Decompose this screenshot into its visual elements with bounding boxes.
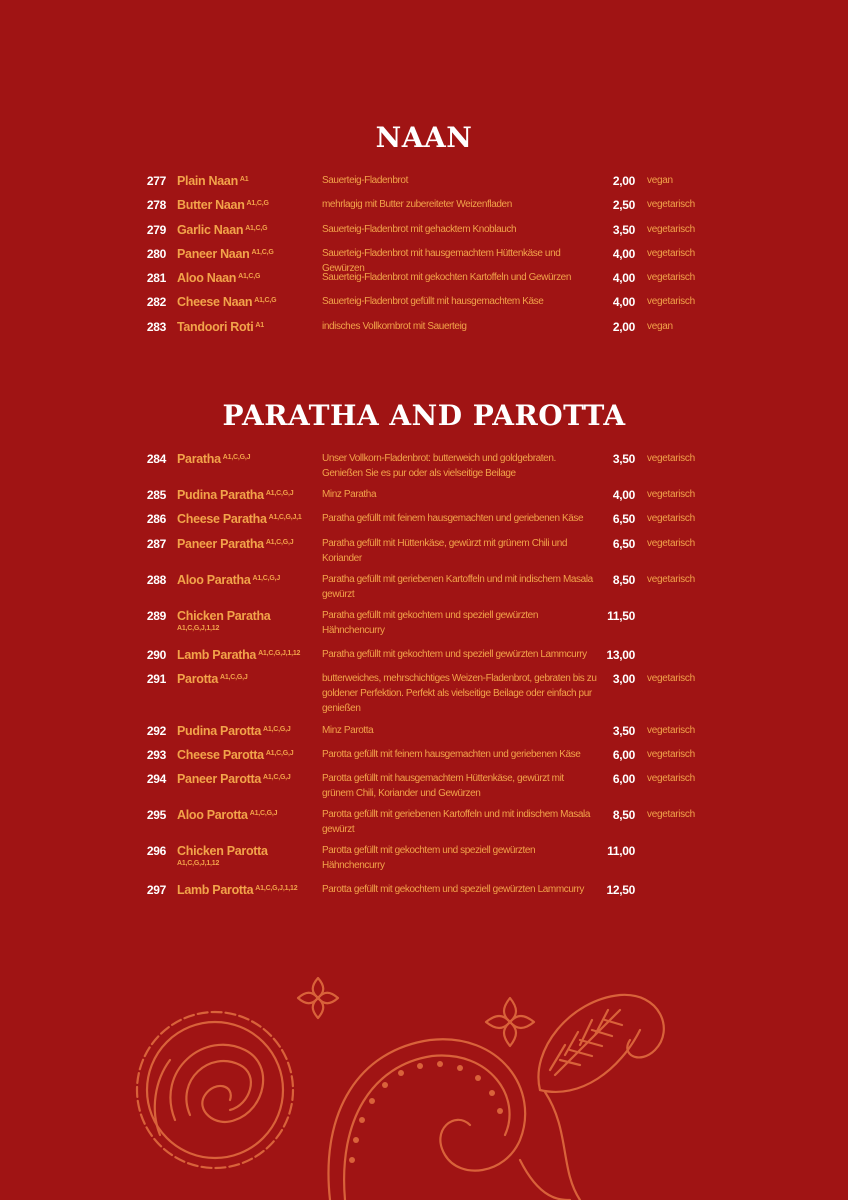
paisley-ornament-icon (0, 960, 848, 1200)
item-price: 4,00 (612, 246, 635, 261)
item-description: Parotta gefüllt mit gekochtem und speziell gewürzten Hähnchencurry (322, 845, 536, 872)
item-number: 283 (146, 319, 166, 334)
item-name (177, 512, 317, 527)
menu-item (0, 268, 848, 292)
item-name (177, 271, 317, 286)
item-price: 3,50 (612, 723, 635, 738)
allergen-codes: A1,C,G (251, 248, 274, 256)
item-price: 8,50 (612, 808, 635, 823)
allergen-codes: A1,C,G,J (263, 774, 291, 782)
item-number: 279 (146, 222, 166, 237)
item-price: 4,00 (612, 271, 635, 286)
item-name-text: Paneer Parotta (177, 772, 262, 787)
menu-item (0, 769, 848, 805)
item-name (177, 748, 317, 763)
allergen-codes: A1,C,G,J (265, 538, 294, 546)
menu-item (0, 449, 848, 485)
item-name (177, 648, 317, 663)
item-number: 293 (146, 748, 166, 763)
allergen-codes: A1,C,G (246, 200, 269, 208)
item-number: 295 (146, 808, 166, 823)
menu-item (0, 606, 848, 645)
item-description: Parotta gefüllt mit geriebenen Kartoffeln und mit indischem Masala gewürzt (322, 809, 591, 836)
item-number: 284 (146, 452, 166, 466)
item-name-text: Aloo Naan (177, 271, 237, 286)
item-number: 294 (146, 772, 166, 787)
allergen-codes: A1,C,G,J (222, 454, 251, 461)
item-price: 3,00 (612, 671, 635, 686)
allergen-codes: A1 (239, 176, 249, 183)
menu-item (0, 485, 848, 509)
menu-item (0, 721, 848, 745)
item-name (177, 883, 317, 898)
item-number: 291 (146, 671, 166, 686)
allergen-codes: A1,C,G,J,1,12 (258, 649, 301, 657)
item-price: 12,50 (606, 883, 635, 898)
item-number: 297 (146, 883, 166, 898)
item-description: Paratha gefüllt mit feinem hausgemachten und geriebenen Käse (322, 513, 584, 525)
menu-item (0, 645, 848, 669)
item-number: 296 (146, 844, 166, 859)
item-price: 6,50 (612, 512, 635, 527)
item-name (177, 320, 317, 335)
diet-tag: vegetarisch (647, 724, 695, 736)
item-name (177, 573, 317, 588)
item-price: 2,00 (612, 174, 635, 188)
diet-tag: vegetarisch (647, 272, 695, 284)
item-description: Sauerteig-Fladenbrot mit hausgemachtem Hüttenkäse und Gewürzen (322, 247, 561, 274)
allergen-codes: A1,C,G,J,1,12 (255, 885, 298, 893)
item-number: 289 (146, 608, 166, 623)
item-description: Minz Parotta (322, 724, 374, 736)
item-name (177, 808, 317, 823)
item-name (177, 223, 317, 238)
item-price: 6,00 (612, 772, 635, 787)
diet-tag: vegetarisch (647, 749, 695, 761)
item-name-text: Paneer Paratha (177, 536, 264, 551)
item-number: 288 (146, 572, 166, 587)
item-name-text: Cheese Naan (177, 295, 253, 310)
allergen-codes: A1,C,G (245, 224, 268, 232)
item-name-text: Chicken Parotta (177, 844, 268, 859)
item-name-text: Aloo Paratha (177, 572, 251, 587)
section-title-naan: NAAN (375, 121, 473, 154)
item-description: Sauerteig-Fladenbrot (322, 175, 408, 186)
diet-tag: vegetarisch (647, 773, 695, 785)
item-name (177, 295, 317, 310)
menu-item (0, 534, 848, 570)
item-name (177, 772, 317, 787)
diet-tag: vegetarisch (647, 247, 695, 259)
item-price: 13,00 (606, 647, 635, 662)
item-name-text: Chicken Paratha (177, 608, 271, 623)
section-title-paratha: PARATHA AND PAROTTA (222, 399, 626, 432)
item-description: Paratha gefüllt mit gekochtem und speziell gewürzten Hähnchencurry (322, 609, 538, 636)
item-price: 4,00 (612, 295, 635, 310)
allergen-codes: A1,C,G,J (249, 810, 278, 818)
item-price: 4,00 (612, 488, 635, 502)
diet-tag: vegetarisch (647, 489, 695, 500)
item-name-text: Plain Naan (177, 174, 238, 188)
item-number: 286 (146, 512, 166, 527)
item-name-text: Cheese Paratha (177, 512, 267, 527)
item-name (177, 724, 317, 739)
item-name (177, 452, 317, 467)
menu-item (0, 805, 848, 841)
item-description: Paratha gefüllt mit gekochtem und speziell gewürzten Lammcurry (322, 648, 587, 660)
diet-tag: vegetarisch (647, 573, 695, 585)
item-description: Paratha gefüllt mit geriebenen Kartoffeln und mit indischem Masala gewürzt (322, 573, 593, 600)
item-name-text: Pudina Parotta (177, 723, 262, 738)
item-number: 290 (146, 647, 166, 662)
item-name (177, 672, 317, 687)
item-name-text: Lamb Paratha (177, 647, 257, 662)
allergen-codes: A1 (255, 321, 264, 329)
diet-tag: vegetarisch (647, 296, 695, 308)
menu-item (0, 220, 848, 244)
item-description: Parotta gefüllt mit feinem hausgemachten und geriebenen Käse (322, 749, 581, 761)
item-price: 2,50 (612, 198, 635, 213)
allergen-codes: A1,C,G,J,1,12 (177, 624, 220, 632)
item-number: 278 (146, 198, 166, 213)
menu-item (0, 669, 848, 721)
diet-tag: vegetarisch (647, 672, 695, 684)
item-name-text: Garlic Naan (177, 222, 244, 237)
item-description: Paratha gefüllt mit Hüttenkäse, gewürzt mit grünem Chili und Koriander (322, 537, 568, 564)
menu-item (0, 880, 848, 904)
allergen-codes: A1,C,G,J (219, 673, 248, 681)
item-name (177, 537, 317, 552)
item-description: Sauerteig-Fladenbrot mit gehacktem Knoblauch (322, 223, 517, 235)
menu-item (0, 292, 848, 316)
allergen-codes: A1,C,G,J (265, 750, 294, 758)
menu-item (0, 509, 848, 533)
diet-tag: vegan (647, 320, 673, 332)
item-name-text: Paratha (177, 452, 221, 466)
menu-item (0, 244, 848, 274)
allergen-codes: A1,C,G (254, 297, 277, 305)
item-description: Parotta gefüllt mit gekochtem und speziell gewürzten Lammcurry (322, 884, 584, 896)
item-name-text: Paneer Naan (177, 246, 250, 261)
item-price: 3,50 (612, 452, 635, 466)
item-number: 285 (146, 488, 166, 502)
item-price: 8,50 (612, 572, 635, 587)
allergen-codes: A1,C,G,J,1,12 (177, 860, 220, 868)
menu-item (0, 317, 848, 341)
menu-item (0, 841, 848, 880)
diet-tag: vegan (647, 175, 673, 186)
item-name (177, 844, 317, 869)
item-name-text: Parotta (177, 671, 218, 686)
menu-item (0, 570, 848, 606)
item-description: Parotta gefüllt mit hausgemachtem Hüttenkäse, gewürzt mit grünem Chili, Koriander und Gewürzen (322, 773, 564, 800)
diet-tag: vegetarisch (647, 809, 695, 821)
item-price: 11,00 (607, 844, 635, 859)
item-price: 6,50 (612, 536, 635, 551)
allergen-codes: A1,C,G (238, 273, 261, 281)
item-number: 281 (146, 271, 166, 286)
item-number: 277 (146, 174, 166, 188)
diet-tag: vegetarisch (647, 513, 695, 525)
item-name-text: Tandoori Roti (177, 319, 254, 334)
item-name-text: Butter Naan (177, 198, 245, 213)
item-description: mehrlagig mit Butter zubereiteter Weizenfladen (322, 199, 512, 211)
menu-list-paratha (0, 449, 848, 905)
item-number: 280 (146, 246, 166, 261)
item-name-text: Pudina Paratha (177, 488, 264, 502)
allergen-codes: A1,C,G,J (265, 490, 294, 497)
item-number: 282 (146, 295, 166, 310)
allergen-codes: A1,C,G,J (263, 725, 291, 733)
item-name (177, 609, 317, 634)
item-description: Sauerteig-Fladenbrot gefüllt mit hausgemachtem Käse (322, 296, 544, 308)
diet-tag: vegetarisch (647, 199, 695, 211)
item-description: Minz Paratha (322, 489, 377, 500)
item-name (177, 174, 317, 189)
item-price: 6,00 (612, 748, 635, 763)
allergen-codes: A1,C,G,J (252, 574, 281, 582)
menu-item (0, 745, 848, 769)
item-name-text: Cheese Parotta (177, 748, 264, 763)
item-price: 3,50 (612, 222, 635, 237)
diet-tag: vegetarisch (647, 537, 695, 549)
allergen-codes: A1,C,G,J,1 (268, 514, 302, 522)
item-name-text: Lamb Parotta (177, 883, 254, 898)
item-description: Unser Vollkorn-Fladenbrot: butterweich und goldgebraten. Genießen Sie es pur oder als vielseitige Beilage (322, 453, 556, 479)
item-number: 287 (146, 536, 166, 551)
item-name (177, 198, 317, 213)
item-description: indisches Vollkornbrot mit Sauerteig (322, 320, 467, 332)
item-description: Sauerteig-Fladenbrot mit gekochten Kartoffeln und Gewürzen (322, 272, 571, 284)
diet-tag: vegetarisch (647, 223, 695, 235)
diet-tag: vegetarisch (647, 453, 695, 464)
item-price: 11,50 (607, 608, 635, 623)
item-name (177, 488, 317, 503)
item-description: butterweiches, mehrschichtiges Weizen-Fladenbrot, gebraten bis zu goldener Perfektion. Perfekt als vielseitige Beilage oder einfach pur genießen (322, 672, 597, 714)
item-name-text: Aloo Parotta (177, 808, 248, 823)
menu-list-naan (0, 171, 848, 341)
item-number: 292 (146, 723, 166, 738)
item-name (177, 247, 317, 262)
menu-item (0, 171, 848, 195)
menu-item (0, 195, 848, 219)
item-price: 2,00 (612, 319, 635, 334)
